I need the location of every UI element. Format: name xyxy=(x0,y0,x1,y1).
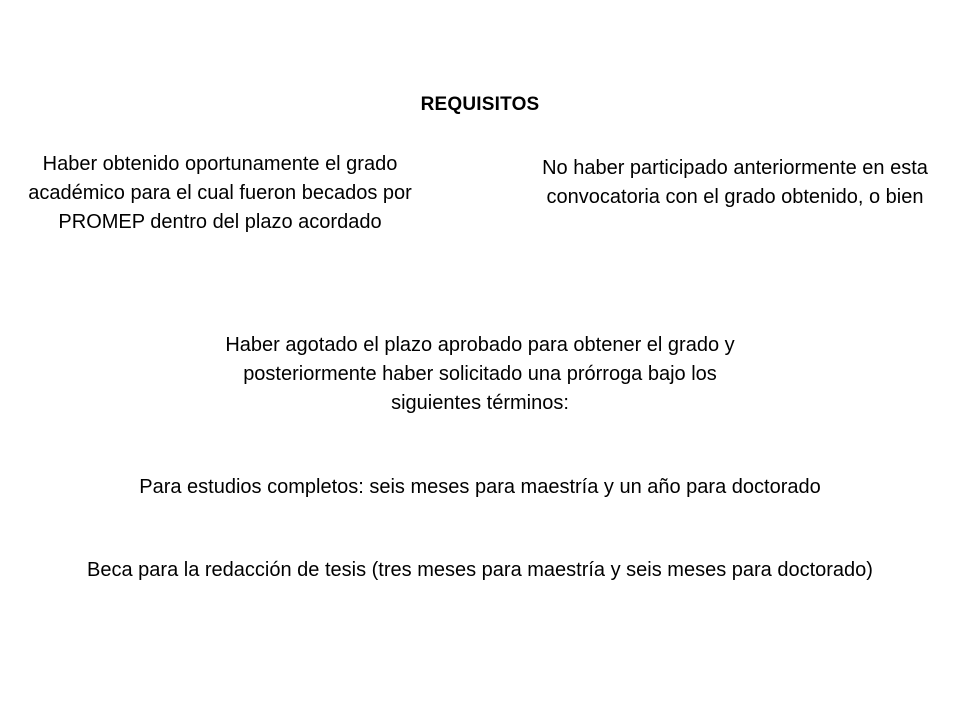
requirement-degree-obtained: Haber obtenido oportunamente el grado académico para el cual fueron becados por PROMEP dentro del plazo acordado xyxy=(28,153,412,233)
requirement-no-prior-participation: No haber participado anteriormente en esta convocatoria con el grado obtenido, o bien xyxy=(542,157,928,208)
term-complete-studies: Para estudios completos: seis meses para maestría y un año para doctorado xyxy=(139,476,821,498)
page-title: REQUISITOS xyxy=(420,94,540,115)
term-thesis-writing-grant: Beca para la redacción de tesis (tres meses para maestría y seis meses para doctorado) xyxy=(87,559,873,581)
requirement-extension-requested: Haber agotado el plazo aprobado para obtener el grado y posteriormente haber solicitado una prórroga bajo los siguientes términos: xyxy=(225,334,735,414)
